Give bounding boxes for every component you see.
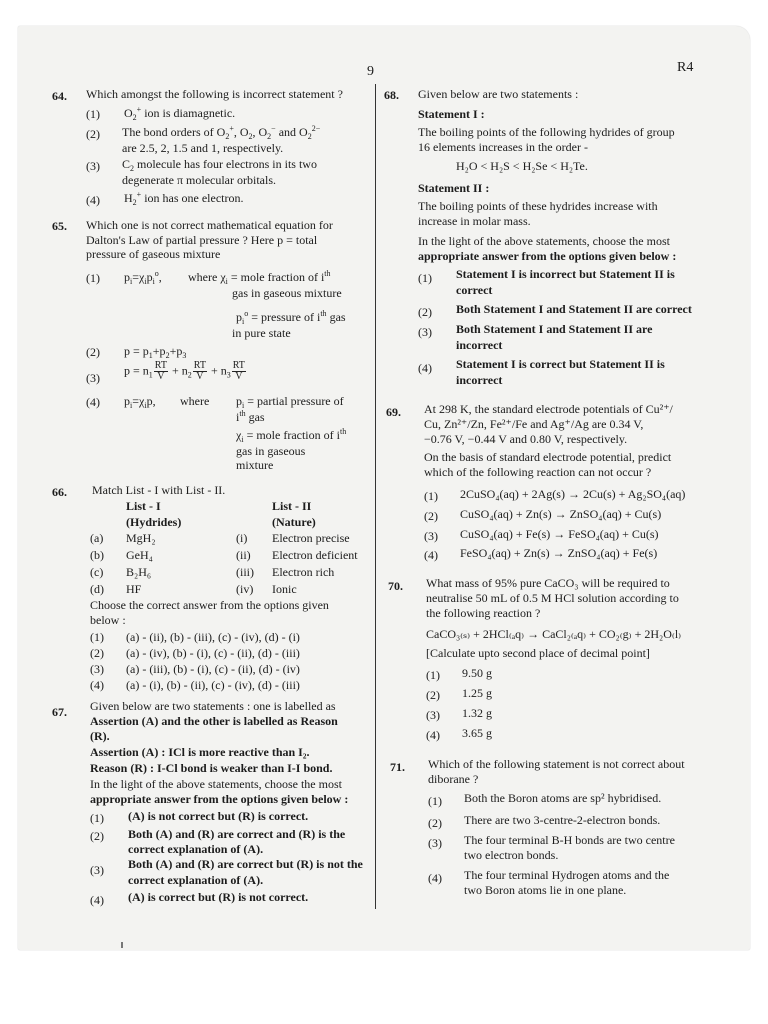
q65-option-4-def2-line2: gas in gaseous — [236, 444, 306, 458]
q65-option-4-where: where — [180, 394, 210, 408]
statement-2-line2: increase in molar mass. — [418, 214, 531, 228]
q67-option-3-text: Both (A) and (R) are correct but (R) is not the — [128, 857, 363, 871]
page-number: 9 — [367, 64, 374, 79]
paper-code: R4 — [677, 60, 694, 75]
q69-option-3-label: (3) — [424, 529, 438, 543]
reason-text: Reason (R) : I-Cl bond is weaker than I-I bond. — [90, 761, 333, 775]
q71-option-1-text: Both the Boron atoms are sp² hybridised. — [464, 791, 662, 805]
q64-option-2-text-line2: are 2.5, 2, 1.5 and 1, respectively. — [122, 141, 284, 155]
q67-instruction-line1: In the light of the above statements, choose the most — [90, 777, 342, 791]
q68-option-3-label: (3) — [418, 325, 432, 339]
question-70-stem-line1: What mass of 95% pure CaCO₃ will be required to — [426, 576, 670, 590]
question-65-stem-line2: Dalton's Law of partial pressure ? Here p = total — [86, 233, 318, 247]
q71-option-3-label: (3) — [428, 836, 442, 850]
match-row-c-label: (c) — [90, 565, 104, 579]
question-64-number: 64. — [52, 89, 67, 103]
question-69-stem-line1: At 298 K, the standard electrode potentials of Cu²⁺/ — [424, 402, 673, 416]
q64-option-1-text: $O_2^+$ ion is diamagnetic. — [124, 105, 236, 122]
q65-option-1-label: (1) — [86, 271, 100, 285]
assertion-text: Assertion (A) : ICl is more reactive than I₂. — [90, 745, 310, 759]
question-70-number: 70. — [388, 579, 403, 593]
q68-option-4-text-line2: incorrect — [456, 373, 503, 387]
q65-option-4-equation: $p_i=\chi_ip$, — [124, 394, 156, 410]
match-row-c-hydride: B₂H₆ — [126, 565, 152, 579]
q67-option-4-label: (4) — [90, 893, 104, 907]
q68-option-4-label: (4) — [418, 361, 432, 375]
q67-option-3-label: (3) — [90, 863, 104, 877]
match-row-iv-label: (iv) — [236, 582, 254, 596]
statement-2-heading: Statement II : — [418, 181, 490, 195]
question-66-stem: Match List - I with List - II. — [92, 483, 226, 497]
match-row-b-hydride: GeH₄ — [126, 548, 153, 562]
question-69-stem-line3: −0.76 V, −0.44 V and 0.80 V, respectively. — [424, 432, 628, 446]
match-row-i-nature: Electron precise — [272, 531, 350, 545]
q66-option-3-text: (a) - (iii), (b) - (i), (c) - (ii), (d) - (iv) — [126, 662, 300, 676]
q69-option-3-text: CuSO₄(aq) + Fe(s) → FeSO₄(aq) + Cu(s) — [460, 527, 659, 541]
q69-option-1-text: 2CuSO₄(aq) + 2Ag(s) → 2Cu(s) + Ag₂SO₄(aq) — [460, 487, 686, 501]
q66-option-1-label: (1) — [90, 630, 104, 644]
list-2-subheading: (Nature) — [272, 515, 316, 529]
q70-option-2-text: 1.25 g — [462, 686, 492, 700]
q65-option-4-def1: $p_i$ = partial pressure of — [236, 394, 344, 410]
q71-option-2-text: There are two 3-centre-2-electron bonds. — [464, 813, 661, 827]
q68-option-3-text: Both Statement I and Statement II are — [456, 322, 653, 336]
q70-option-2-label: (2) — [426, 688, 440, 702]
q68-option-2-label: (2) — [418, 305, 432, 319]
question-71-number: 71. — [390, 760, 405, 774]
q65-option-4-def2: $\chi_i$ = mole fraction of $i^{th}$ — [236, 427, 347, 444]
q68-option-3-text-line2: incorrect — [456, 338, 503, 352]
q68-option-4-text: Statement I is correct but Statement II is — [456, 357, 665, 371]
q64-option-4-label: (4) — [86, 193, 100, 207]
q66-instruction-line1: Choose the correct answer from the options given — [90, 598, 329, 612]
question-67-stem-line2: Assertion (A) and the other is labelled as Reason — [90, 714, 338, 728]
q65-option-2-label: (2) — [86, 345, 100, 359]
list-1-heading: List - I — [126, 499, 161, 513]
question-71-stem-line2: diborane ? — [428, 772, 479, 786]
q66-option-1-text: (a) - (ii), (b) - (iii), (c) - (iv), (d) - (i) — [126, 630, 300, 644]
q71-option-4-label: (4) — [428, 871, 442, 885]
column-divider — [375, 84, 376, 909]
question-69-stem-line4: On the basis of standard electrode potential, predict — [424, 450, 672, 464]
q65-option-4-label: (4) — [86, 395, 100, 409]
q65-option-1-def1-line2: gas in gaseous mixture — [232, 286, 342, 300]
q67-option-2-text-line2: correct explanation of (A). — [128, 842, 264, 856]
q67-option-3-text-line2: correct explanation of (A). — [128, 873, 264, 887]
q69-option-4-label: (4) — [424, 548, 438, 562]
boiling-point-order: H₂O < H₂S < H₂Se < H₂Te. — [456, 159, 588, 173]
q65-option-4-def2-line3: mixture — [236, 458, 274, 472]
q70-option-1-text: 9.50 g — [462, 666, 492, 680]
q66-option-3-label: (3) — [90, 662, 104, 676]
question-66-number: 66. — [52, 485, 67, 499]
match-row-iv-nature: Ionic — [272, 582, 297, 596]
question-69-stem-line2: Cu, Zn²⁺/Zn, Fe²⁺/Fe and Ag⁺/Ag are 0.34 V, — [424, 417, 644, 431]
q67-option-1-text: (A) is not correct but (R) is correct. — [128, 809, 309, 823]
match-row-b-label: (b) — [90, 548, 104, 562]
question-70-stem-line2: neutralise 50 mL of 0.5 M HCl solution according to — [426, 591, 679, 605]
statement-1-line2: 16 elements increases in the order - — [418, 140, 588, 154]
match-row-ii-nature: Electron deficient — [272, 548, 358, 562]
question-68-number: 68. — [384, 88, 399, 102]
q67-option-4-text: (A) is correct but (R) is not correct. — [128, 890, 309, 904]
q66-instruction-line2: below : — [90, 613, 126, 627]
question-69-number: 69. — [386, 405, 401, 419]
q68-instruction-line1: In the light of the above statements, choose the most — [418, 234, 670, 248]
match-row-i-label: (i) — [236, 531, 248, 545]
q71-option-3-text-line2: two electron bonds. — [464, 848, 559, 862]
statement-1-line1: The boiling points of the following hydrides of group — [418, 125, 675, 139]
question-70-stem-line3: the following reaction ? — [426, 606, 541, 620]
q66-option-2-label: (2) — [90, 646, 104, 660]
question-69-stem-line5: which of the following reaction can not occur ? — [424, 465, 652, 479]
q70-note: [Calculate upto second place of decimal point] — [426, 646, 650, 660]
match-row-d-label: (d) — [90, 582, 104, 596]
statement-1-heading: Statement I : — [418, 107, 485, 121]
q64-option-3-text: $C_2$ molecule has four electrons in its two — [122, 157, 317, 173]
q65-option-1-where: where $\chi_i$ = mole fraction of $i^{th}$ — [188, 269, 331, 286]
q69-option-2-text: CuSO₄(aq) + Zn(s) → ZnSO₄(aq) + Cu(s) — [460, 507, 662, 521]
q69-option-4-text: FeSO₄(aq) + Zn(s) → ZnSO₄(aq) + Fe(s) — [460, 546, 658, 560]
q67-option-2-label: (2) — [90, 829, 104, 843]
q64-option-4-text: $H_2^+$ ion has one electron. — [124, 190, 244, 207]
q68-option-1-text: Statement I is incorrect but Statement II is — [456, 267, 675, 281]
q70-option-1-label: (1) — [426, 668, 440, 682]
question-65-stem-line1: Which one is not correct mathematical equation for — [86, 218, 333, 232]
q67-option-1-label: (1) — [90, 811, 104, 825]
q70-option-4-label: (4) — [426, 728, 440, 742]
q71-option-1-label: (1) — [428, 794, 442, 808]
q70-option-3-label: (3) — [426, 708, 440, 722]
q65-option-3-equation: $p = n_1$ $\frac{RT}{V}$ + $n_2$ $\frac{RT}{V}$ + $n_3$ $\frac{RT}{V}$ — [124, 360, 245, 382]
q71-option-4-text: The four terminal Hydrogen atoms and the — [464, 868, 670, 882]
statement-2-line1: The boiling points of these hydrides increase with — [418, 199, 658, 213]
q71-option-3-text: The four terminal B-H bonds are two centre — [464, 833, 675, 847]
q65-option-1-equation: $p_i=\chi_ip_i^o$, — [124, 269, 162, 286]
q69-option-2-label: (2) — [424, 509, 438, 523]
match-row-d-hydride: HF — [126, 582, 142, 596]
q65-option-1-def2: $p_i^o$ = pressure of $i^{th}$ gas — [236, 309, 346, 326]
q65-option-3-label: (3) — [86, 371, 100, 385]
match-row-ii-label: (ii) — [236, 548, 251, 562]
q71-option-2-label: (2) — [428, 816, 442, 830]
q71-option-4-text-line2: two Boron atoms lie in one plane. — [464, 883, 627, 897]
question-68-stem: Given below are two statements : — [418, 87, 579, 101]
question-65-stem-line3: pressure of gaseous mixture — [86, 247, 221, 261]
match-row-a-label: (a) — [90, 531, 104, 545]
q68-option-1-text-line2: correct — [456, 283, 493, 297]
q66-option-4-text: (a) - (i), (b) - (ii), (c) - (iv), (d) - (iii) — [126, 678, 300, 692]
question-65-number: 65. — [52, 219, 67, 233]
q68-option-1-label: (1) — [418, 271, 432, 285]
match-row-a-hydride: MgH₂ — [126, 531, 156, 545]
q67-option-2-text: Both (A) and (R) are correct and (R) is the — [128, 827, 346, 841]
match-row-iii-label: (iii) — [236, 565, 254, 579]
question-67-stem-line3: (R). — [90, 729, 110, 743]
question-64-stem: Which amongst the following is incorrect statement ? — [86, 87, 343, 101]
q65-option-1-def2-line2: in pure state — [232, 326, 291, 340]
q64-option-3-label: (3) — [86, 159, 100, 173]
q64-option-3-text-line2: degenerate π molecular orbitals. — [122, 173, 276, 187]
q65-option-2-equation: $p = p_1+p_2+p_3$ — [124, 344, 187, 360]
q68-instruction-line2: appropriate answer from the options given below : — [418, 249, 677, 263]
scan-mark — [121, 942, 123, 948]
question-67-stem-line1: Given below are two statements : one is labelled as — [90, 699, 336, 713]
match-row-iii-nature: Electron rich — [272, 565, 335, 579]
list-1-subheading: (Hydrides) — [126, 515, 182, 529]
list-2-heading: List - II — [272, 499, 312, 513]
q64-option-1-label: (1) — [86, 107, 100, 121]
question-71-stem-line1: Which of the following statement is not correct about — [428, 757, 685, 771]
q70-option-4-text: 3.65 g — [462, 726, 492, 740]
q70-reaction-equation: CaCO₃₍ₛ₎ + 2HCl₍ₐq₎ → CaCl₂₍ₐq₎ + CO₂₍g₎ + 2H₂O₍l₎ — [426, 627, 682, 641]
q70-option-3-text: 1.32 g — [462, 706, 492, 720]
q64-option-2-text: The bond orders of $O_2^+$, $O_2$, $O_2^-$ and $O_2^{2-}$ — [122, 124, 321, 141]
q66-option-4-label: (4) — [90, 678, 104, 692]
q66-option-2-text: (a) - (iv), (b) - (i), (c) - (ii), (d) - (iii) — [126, 646, 300, 660]
q69-option-1-label: (1) — [424, 489, 438, 503]
q68-option-2-text: Both Statement I and Statement II are correct — [456, 302, 692, 316]
q67-instruction-line2: appropriate answer from the options given below : — [90, 792, 349, 806]
question-67-number: 67. — [52, 705, 67, 719]
q65-option-4-def1-line2: $i^{th}$ gas — [236, 409, 265, 424]
q64-option-2-label: (2) — [86, 127, 100, 141]
